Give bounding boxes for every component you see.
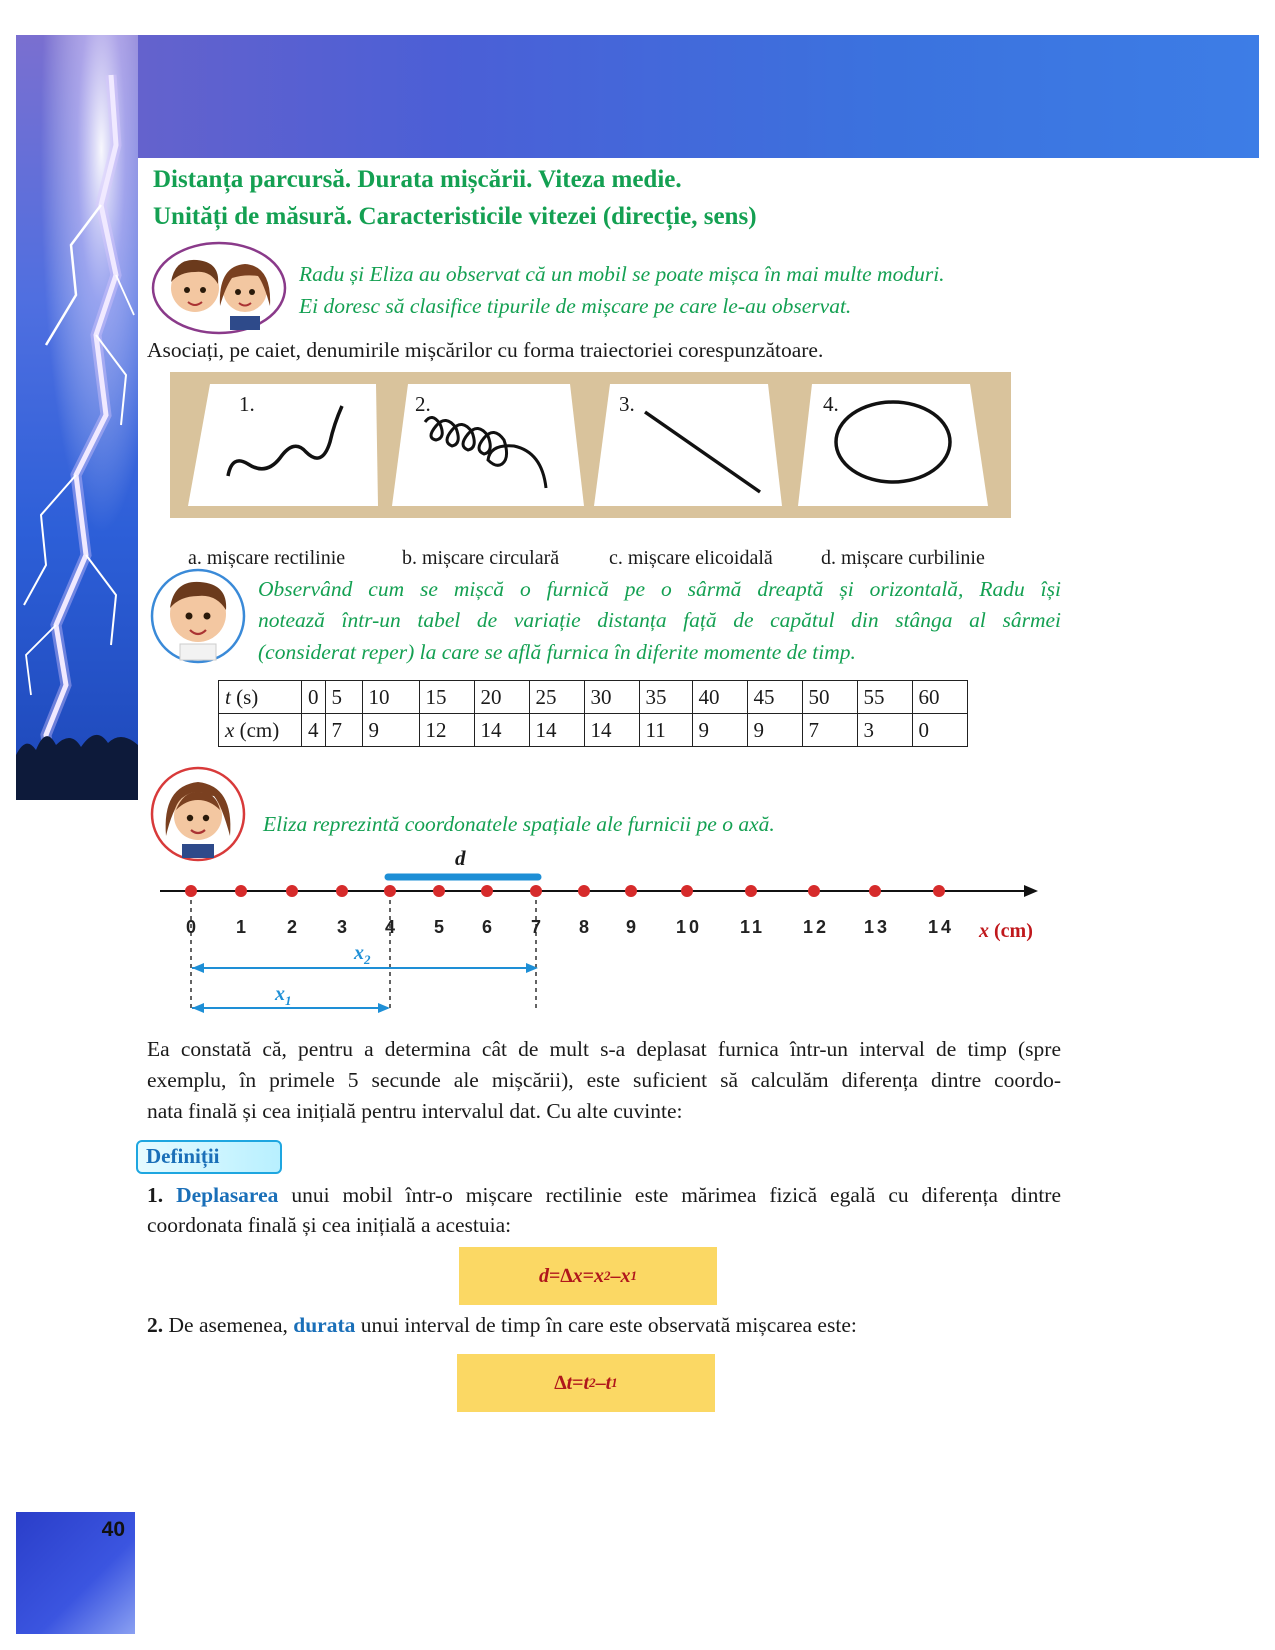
axis-tick-label: 8 bbox=[579, 917, 593, 937]
axis-tick-label: 1 bbox=[236, 917, 250, 937]
definition1-line2: coordonata finală și cea inițială a acestuia: bbox=[147, 1213, 512, 1237]
speech2-line1: Observând cum se mișcă o furnică pe o sârmă dreaptă și orizontală, Radu își bbox=[258, 577, 1061, 601]
section-title-line2: Unități de măsură. Caracteristicile vitezei (direcție, sens) bbox=[153, 203, 757, 230]
eliza-avatar bbox=[150, 766, 246, 862]
axis-point-1 bbox=[235, 885, 247, 897]
axis-tick-label: 9 bbox=[626, 917, 640, 937]
axis-point-5 bbox=[433, 885, 445, 897]
speech2-line3: (considerat reper) la care se află furnica în diferite momente de timp. bbox=[258, 640, 856, 664]
definition2-line: 2. De asemenea, durata unui interval de timp în care este observată mișcarea este: bbox=[147, 1313, 857, 1337]
radu-avatar bbox=[150, 568, 246, 664]
speech1-line2: Ei doresc să clasifice tipurile de mișcare pe care le-au observat. bbox=[299, 294, 852, 318]
motion-type-c: c. mișcare elicoidală bbox=[609, 547, 773, 569]
axis-point-6 bbox=[481, 885, 493, 897]
section-title-line1: Distanța parcursă. Durata mișcării. Viteza medie. bbox=[153, 166, 682, 193]
table-cell: 9 bbox=[747, 714, 802, 747]
table-cell: 11 bbox=[639, 714, 692, 747]
axis-arrow bbox=[1024, 885, 1038, 897]
table-header-t: t (s) bbox=[219, 681, 302, 714]
trajectory-label-4: 4. bbox=[823, 392, 839, 416]
table-cell: 14 bbox=[584, 714, 639, 747]
table-cell: 0 bbox=[912, 714, 967, 747]
axis-point-8 bbox=[578, 885, 590, 897]
axis-tick-label: 7 bbox=[531, 917, 545, 937]
table-cell: 14 bbox=[474, 714, 529, 747]
displacement-formula: d = ∆ x = x 2 – x 1 bbox=[459, 1247, 717, 1305]
motion-type-a: a. mișcare rectilinie bbox=[188, 547, 346, 569]
table-cell: 0 bbox=[302, 681, 326, 714]
x1-label: $x_1$ bbox=[275, 983, 292, 1008]
table-cell: 25 bbox=[529, 681, 584, 714]
axis-point-9 bbox=[625, 885, 637, 897]
table-row-time bbox=[219, 681, 968, 714]
definitions-label: Definiții bbox=[146, 1144, 220, 1168]
table-cell: 9 bbox=[692, 714, 747, 747]
axis-point-13 bbox=[869, 885, 881, 897]
table-cell: 14 bbox=[529, 714, 584, 747]
axis-tick-label: 14 bbox=[928, 917, 955, 937]
duration-formula: ∆ t = t 2 – t 1 bbox=[457, 1354, 715, 1412]
lightning-sidebar bbox=[16, 35, 138, 800]
axis-point-14 bbox=[933, 885, 945, 897]
trajectory-panel bbox=[170, 372, 1011, 518]
definition1-line1: 1. Deplasarea unui mobil într-o mișcare rectilinie este mărimea fizică egală cu diferența dintre bbox=[147, 1183, 1062, 1207]
variation-table bbox=[218, 680, 968, 747]
axis-point-4 bbox=[384, 885, 396, 897]
axis-point-7 bbox=[530, 885, 542, 897]
table-header-x: x (cm) bbox=[219, 714, 302, 747]
page-number: 40 bbox=[101, 1518, 125, 1541]
table-cell: 7 bbox=[802, 714, 857, 747]
axis-point-3 bbox=[336, 885, 348, 897]
table-row-position bbox=[219, 714, 968, 747]
axis-unit-label: x (cm) bbox=[979, 920, 1033, 942]
table-cell: 35 bbox=[639, 681, 692, 714]
axis-tick-label: 6 bbox=[482, 917, 496, 937]
table-cell: 10 bbox=[362, 681, 419, 714]
table-cell: 5 bbox=[325, 681, 362, 714]
motion-type-d: d. mișcare curbilinie bbox=[821, 547, 985, 569]
table-cell: 12 bbox=[419, 714, 474, 747]
table-cell: 4 bbox=[302, 714, 326, 747]
x2-label: $x_2$ bbox=[354, 942, 371, 967]
paragraph-line3: nata finală și cea inițială pentru intervalul dat. Cu alte cuvinte: bbox=[147, 1099, 683, 1123]
instruction-text: Asociați, pe caiet, denumirile mișcărilor cu forma traiectoriei corespunzătoare. bbox=[147, 338, 824, 362]
trajectory-card-1 bbox=[188, 384, 378, 506]
table-cell: 50 bbox=[802, 681, 857, 714]
definitions-badge bbox=[136, 1140, 282, 1174]
radu-eliza-avatar bbox=[150, 240, 288, 336]
table-cell: 3 bbox=[857, 714, 912, 747]
axis-point-0 bbox=[185, 885, 197, 897]
motion-type-b: b. mișcare circulară bbox=[402, 547, 560, 569]
trajectory-label-2: 2. bbox=[415, 392, 431, 416]
table-cell: 45 bbox=[747, 681, 802, 714]
table-cell: 9 bbox=[362, 714, 419, 747]
table-cell: 7 bbox=[325, 714, 362, 747]
table-cell: 30 bbox=[584, 681, 639, 714]
axis-tick-label: 13 bbox=[864, 917, 891, 937]
axis-tick-label: 11 bbox=[740, 917, 766, 937]
axis-tick-label: 3 bbox=[337, 917, 351, 937]
table-cell: 40 bbox=[692, 681, 747, 714]
table-cell: 55 bbox=[857, 681, 912, 714]
axis-tick-label: 0 bbox=[186, 917, 200, 937]
axis-point-11 bbox=[745, 885, 757, 897]
trajectory-label-1: 1. bbox=[239, 392, 255, 416]
header-banner bbox=[16, 35, 1259, 158]
axis-tick-label: 12 bbox=[803, 917, 830, 937]
page-number-box bbox=[16, 1512, 135, 1634]
table-cell: 60 bbox=[912, 681, 967, 714]
axis-tick-label: 4 bbox=[385, 917, 399, 937]
table-cell: 15 bbox=[419, 681, 474, 714]
axis-point-10 bbox=[681, 885, 693, 897]
axis-point-12 bbox=[808, 885, 820, 897]
trajectory-label-3: 3. bbox=[619, 392, 635, 416]
speech2-line2: notează într-un tabel de variație distanța față de capătul din stânga al sârmei bbox=[258, 608, 1061, 632]
axis-tick-label: 5 bbox=[434, 917, 448, 937]
table-cell: 20 bbox=[474, 681, 529, 714]
axis-point-2 bbox=[286, 885, 298, 897]
axis-tick-label: 10 bbox=[676, 917, 703, 937]
speech3-text: Eliza reprezintă coordonatele spațiale ale furnicii pe o axă. bbox=[263, 812, 775, 836]
paragraph-line1: Ea constată că, pentru a determina cât de mult s-a deplasat furnica într-un interval de timp (spre bbox=[147, 1037, 1061, 1061]
speech1-line1: Radu și Eliza au observat că un mobil se poate mișca în mai multe moduri. bbox=[299, 262, 945, 286]
axis-tick-label: 2 bbox=[287, 917, 301, 937]
d-label: d bbox=[455, 846, 466, 870]
lightning-illustration bbox=[16, 35, 138, 800]
paragraph-line2: exemplu, în primele 5 secunde ale mișcării), este suficient să calculăm diferența dintre coordo- bbox=[147, 1068, 1061, 1092]
